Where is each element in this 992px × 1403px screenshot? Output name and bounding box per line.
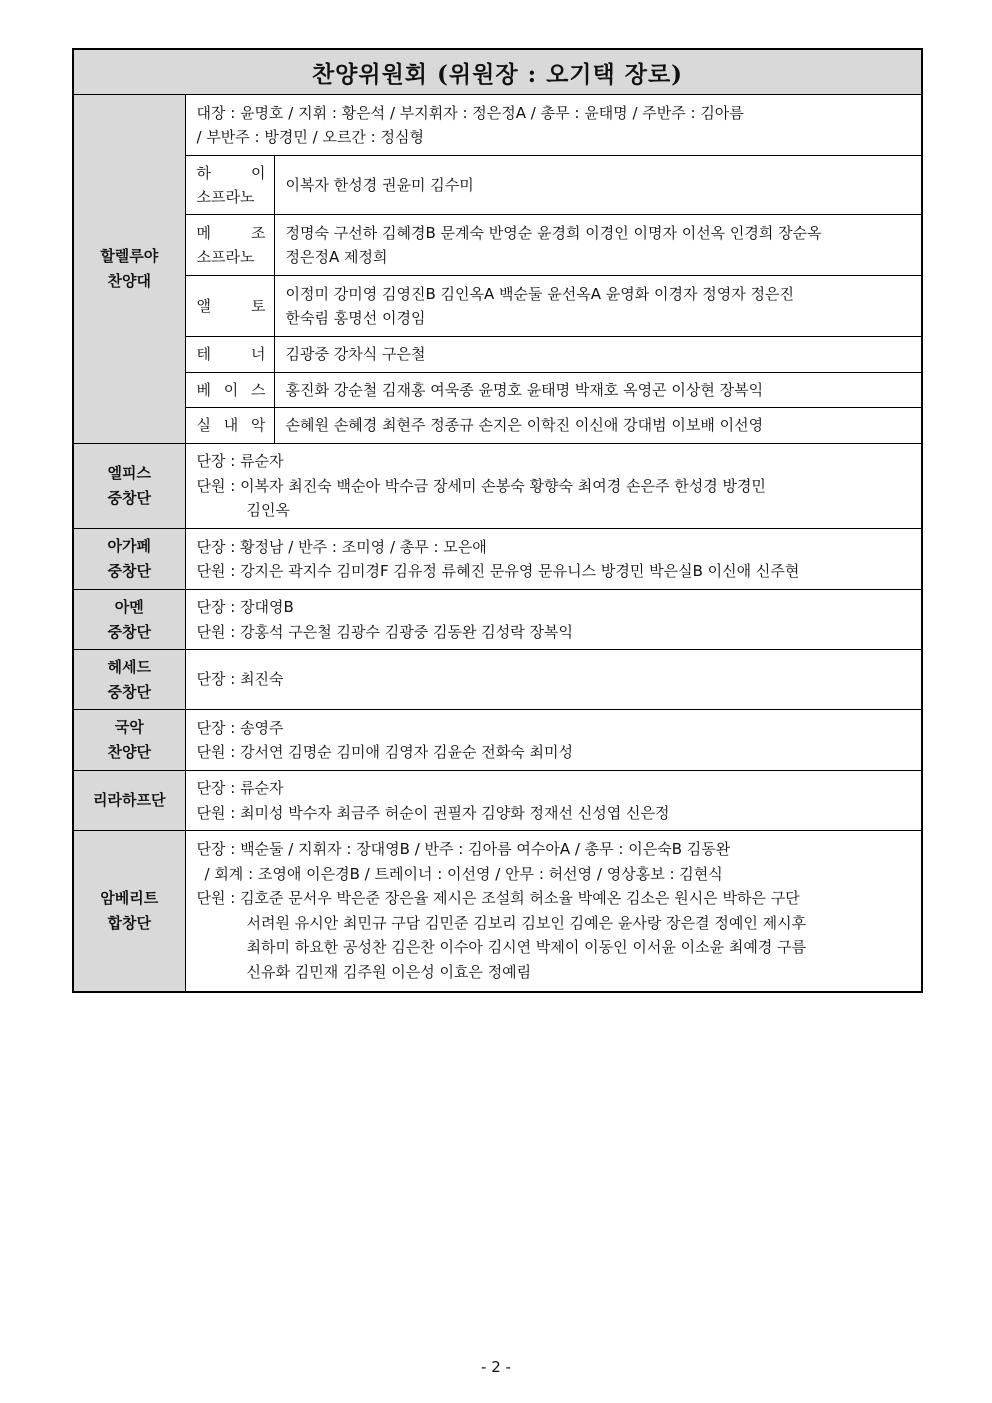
part-label-line: 소프라노 [196, 248, 255, 266]
part-label-chamber [185, 408, 274, 444]
content-line: 김인옥 [246, 501, 290, 520]
content-line: 단장 : 류순자 [196, 779, 284, 797]
page-title: 찬양위원회 (위원장 : 오기택 장로) [73, 49, 922, 95]
content-line: 단원 : 최미성 박수자 최금주 허순이 권필자 김양화 정재선 신성엽 신은정 [196, 803, 670, 822]
group-content-lyra-harp [185, 771, 922, 831]
group-content-amen [185, 590, 922, 650]
group-name-ambirit [73, 831, 185, 992]
group-name-lyra-harp [73, 771, 185, 831]
members-line: 이복자 한성경 권윤미 김수미 [285, 175, 474, 194]
group-name-line: 엘피스 [107, 464, 151, 482]
group-name-line: 중창단 [107, 682, 151, 701]
part-members-high-soprano [274, 156, 922, 215]
group-name-gugak [73, 710, 185, 771]
group-name-hesed [73, 650, 185, 710]
part-members-mezzo-soprano [274, 215, 922, 276]
part-members-alto [274, 276, 922, 337]
members-line: 손혜원 손혜경 최현주 정종규 손지은 이학진 이신애 강대범 이보배 이선영 [285, 416, 764, 435]
part-label-line: 소프라노 [196, 188, 255, 206]
members-line: 정명숙 구선하 김혜경B 문계숙 반영순 윤경희 이경인 이명자 이선옥 인경희 장순옥 [285, 223, 822, 242]
content-line: 단원 : 강서연 김명순 김미애 김영자 김윤순 전화숙 최미성 [196, 743, 573, 761]
content-line: 단장 : 황정남 / 반주 : 조미영 / 총무 : 모은애 [196, 537, 487, 556]
members-line: 최하미 하요한 공성찬 김은찬 이수아 김시연 박제이 이동인 이서윤 이소윤 최예경 구름 [246, 938, 807, 957]
members-line: 서려원 유시안 최민규 구담 김민준 김보리 김보인 김예은 윤사랑 장은결 정예인 제시후 [246, 913, 807, 932]
part-label-high-soprano [185, 156, 274, 215]
group-content-gugak [185, 710, 922, 771]
group-name-line: 국악 [114, 718, 144, 736]
content-line: 단원 : 강지은 곽지수 김미경F 김유정 류혜진 문유영 문유니스 방경민 박은실B 이신애 신주현 [196, 562, 800, 580]
part-members-bass [274, 373, 922, 408]
group-name-line: 아멘 [114, 597, 144, 616]
content-line: 단장 : 류순자 [196, 452, 284, 471]
content-line: 단원 : 강홍석 구은철 김광수 김광중 김동완 김성락 장복익 [196, 622, 573, 641]
staff-line: 대장 : 윤명호 / 지휘 : 황은석 / 부지휘자 : 정은정A / 총무 : 윤태명 / 주반주 : 김아름 [196, 103, 744, 122]
part-label-line: 실 내 악 [196, 416, 266, 435]
group-content-ambirit [185, 831, 922, 992]
part-label-mezzo-soprano [185, 215, 274, 276]
group-name-elpis [73, 444, 185, 529]
group-name-hallelujah [73, 95, 185, 444]
members-line: 이정미 강미영 김영진B 김인옥A 백순둘 윤선옥A 윤영화 이경자 정영자 정은진 [285, 284, 794, 303]
part-label-line: 하 이 [196, 163, 266, 182]
content-line: 단장 : 최진숙 [196, 670, 284, 689]
part-label-line: 베 이 스 [196, 380, 266, 399]
members-line: 한숙림 홍명선 이경임 [285, 309, 426, 327]
hallelujah-staff [185, 95, 922, 156]
part-label-alto [185, 276, 274, 337]
members-line: 정은정A 제정희 [285, 248, 388, 266]
group-name-line: 중창단 [107, 622, 151, 641]
content-line: 단장 : 장대영B [196, 598, 294, 616]
choir-committee-table [72, 48, 923, 993]
page-number: - 2 - [481, 1358, 511, 1376]
group-name-amen [73, 590, 185, 650]
members-line: 김광중 강차식 구은철 [285, 345, 426, 364]
members-line: 신유화 김민재 김주원 이은성 이효은 정예림 [246, 962, 532, 981]
group-name-line: 중창단 [107, 562, 151, 580]
staff-line: / 부반주 : 방경민 / 오르간 : 정심형 [196, 128, 424, 146]
part-label-bass [185, 373, 274, 408]
group-name-line: 중창단 [107, 489, 151, 507]
members-line: 홍진화 강순철 김재홍 여욱종 윤명호 윤태명 박재호 옥영곤 이상현 장복익 [285, 380, 764, 399]
group-name-line: 리라하프단 [93, 791, 166, 809]
group-name-line: 암베리트 [100, 888, 159, 907]
content-line: 단원 : 이복자 최진숙 백순아 박수금 장세미 손봉숙 황향숙 최여경 손은주 한성경 방경민 [196, 476, 766, 495]
members-line: 단원 : 김호준 문서우 박은준 장은율 제시은 조설희 허소율 박예온 김소은 원시은 박하은 구단 [196, 889, 800, 908]
group-name-line: 찬양대 [107, 272, 151, 290]
part-label-line: 메 조 [196, 223, 266, 242]
staff-line: 단장 : 백순둘 / 지휘자 : 장대영B / 반주 : 김아름 여수아A / 총무 : 이은숙B 김동완 [196, 840, 731, 859]
group-name-line: 헤세드 [107, 657, 151, 676]
content-line: 단장 : 송영주 [196, 718, 284, 737]
part-members-tenor [274, 337, 922, 373]
group-name-line: 찬양단 [107, 743, 151, 761]
group-name-line: 합창단 [107, 913, 151, 932]
group-content-hesed [185, 650, 922, 710]
part-label-line: 앨 토 [196, 296, 266, 315]
part-label-tenor [185, 337, 274, 373]
group-name-agape [73, 529, 185, 590]
group-content-agape [185, 529, 922, 590]
part-label-line: 테 너 [196, 345, 266, 364]
group-content-elpis [185, 444, 922, 529]
group-name-line: 아가페 [107, 537, 151, 555]
staff-line: / 회계 : 조영애 이은경B / 트레이너 : 이선영 / 안무 : 허선영 / 영상홍보 : 김현식 [204, 864, 723, 883]
part-members-chamber [274, 408, 922, 444]
group-name-line: 할렐루야 [100, 247, 159, 265]
